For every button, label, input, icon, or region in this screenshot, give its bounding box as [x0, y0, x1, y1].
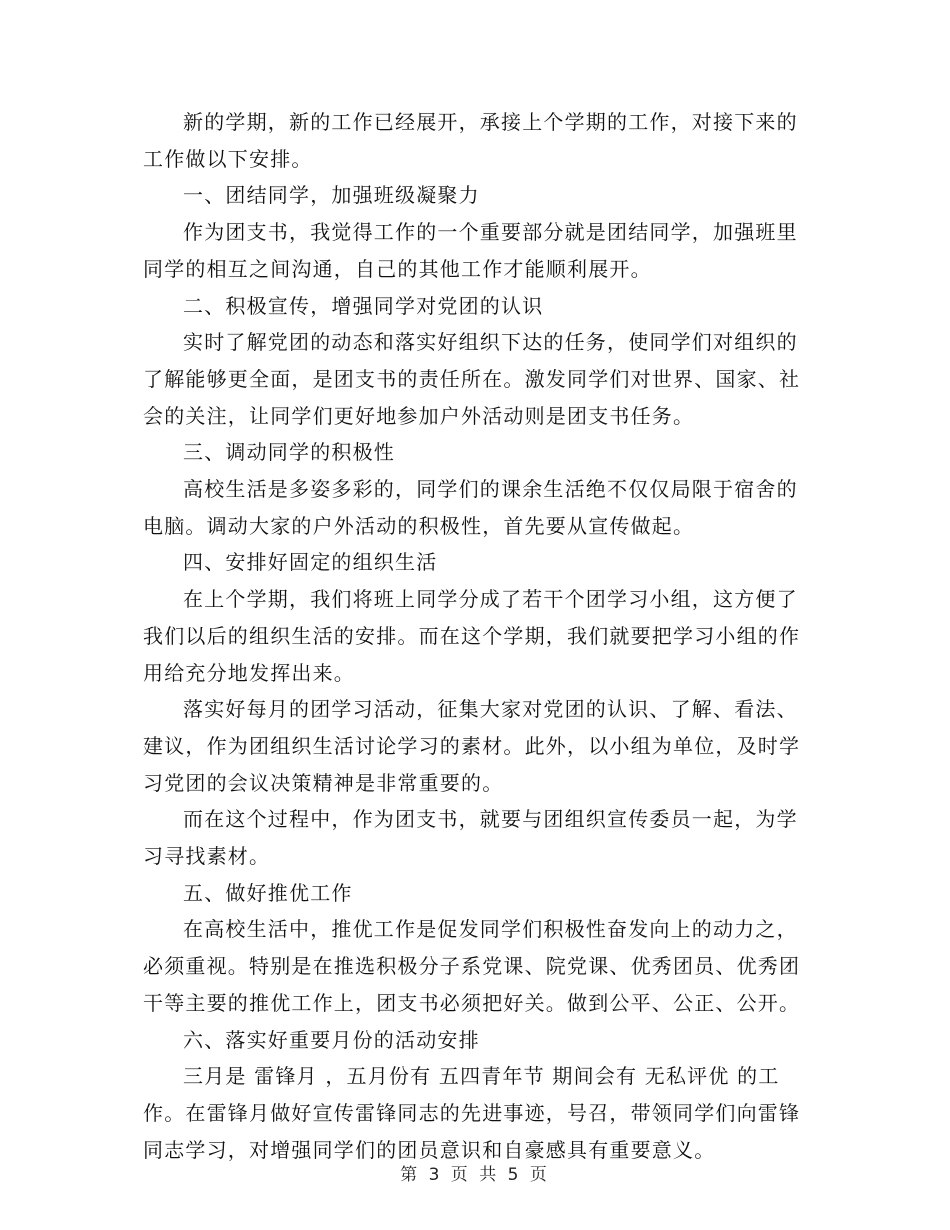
- document-body: [143, 104, 813, 1168]
- section-4-paragraph-3: 而在这个过程中，作为团支书，就要与团组织宣传委员一起，为学习寻找素材。: [143, 807, 798, 869]
- section-heading-6: 六、落实好重要月份的活动安排: [183, 1027, 480, 1052]
- section-heading-4: 四、安排好固定的组织生活: [183, 550, 438, 575]
- intro-paragraph: 新的学期，新的工作已经展开，承接上个学期的工作，对接下来的工作做以下安排。: [143, 110, 798, 171]
- section-1-paragraph: 作为团支书，我觉得工作的一个重要部分就是团结同学，加强班里同学的相互之间沟通，自己的其他工作才能顺利展开。: [143, 220, 798, 281]
- section-heading-3: 三、调动同学的积极性: [183, 440, 395, 465]
- section-heading-2: 二、积极宣传，增强同学对党团的认识: [183, 293, 544, 318]
- section-5-paragraph: 在高校生活中，推优工作是促发同学们积极性奋发向上的动力之，必须重视。特别是在推选积极分子系党课、院党课、优秀团员、优秀团干等主要的推优工作上，团支书必须把好关。做到公平、公正、公开。: [143, 917, 801, 1015]
- section-heading-5: 五、做好推优工作: [183, 880, 353, 905]
- section-heading-1: 一、团结同学，加强班级凝聚力: [183, 183, 480, 208]
- section-2-paragraph: 实时了解党团的动态和落实好组织下达的任务，使同学们对组织的了解能够更全面，是团支书的责任所在。激发同学们对世界、国家、社会的关注，让同学们更好地参加户外活动则是团支书任务。: [143, 330, 801, 428]
- section-4-paragraph-1: 在上个学期，我们将班上同学分成了若干个团学习小组，这方便了我们以后的组织生活的安排。而在这个学期，我们就要把学习小组的作用给充分地发挥出来。: [143, 587, 801, 685]
- section-3-paragraph: 高校生活是多姿多彩的，同学们的课余生活绝不仅仅局限于宿舍的电脑。调动大家的户外活动的积极性，首先要从宣传做起。: [143, 477, 798, 538]
- section-6-paragraph: 三月是 雷锋月 ，五月份有 五四青年节 期间会有 无私评优 的工作。在雷锋月做好宣传雷锋同志的先进事迹，号召，带领同学们向雷锋同志学习，对增强同学们的团员意识和自豪感具有重要意义。: [143, 1064, 801, 1162]
- section-4-paragraph-2: 落实好每月的团学习活动，征集大家对党团的认识、了解、看法、建议，作为团组织生活讨论学习的素材。此外，以小组为单位，及时学习党团的会议决策精神是非常重要的。: [143, 697, 801, 795]
- page-number-footer: 第 3 页 共 5 页: [400, 1165, 550, 1185]
